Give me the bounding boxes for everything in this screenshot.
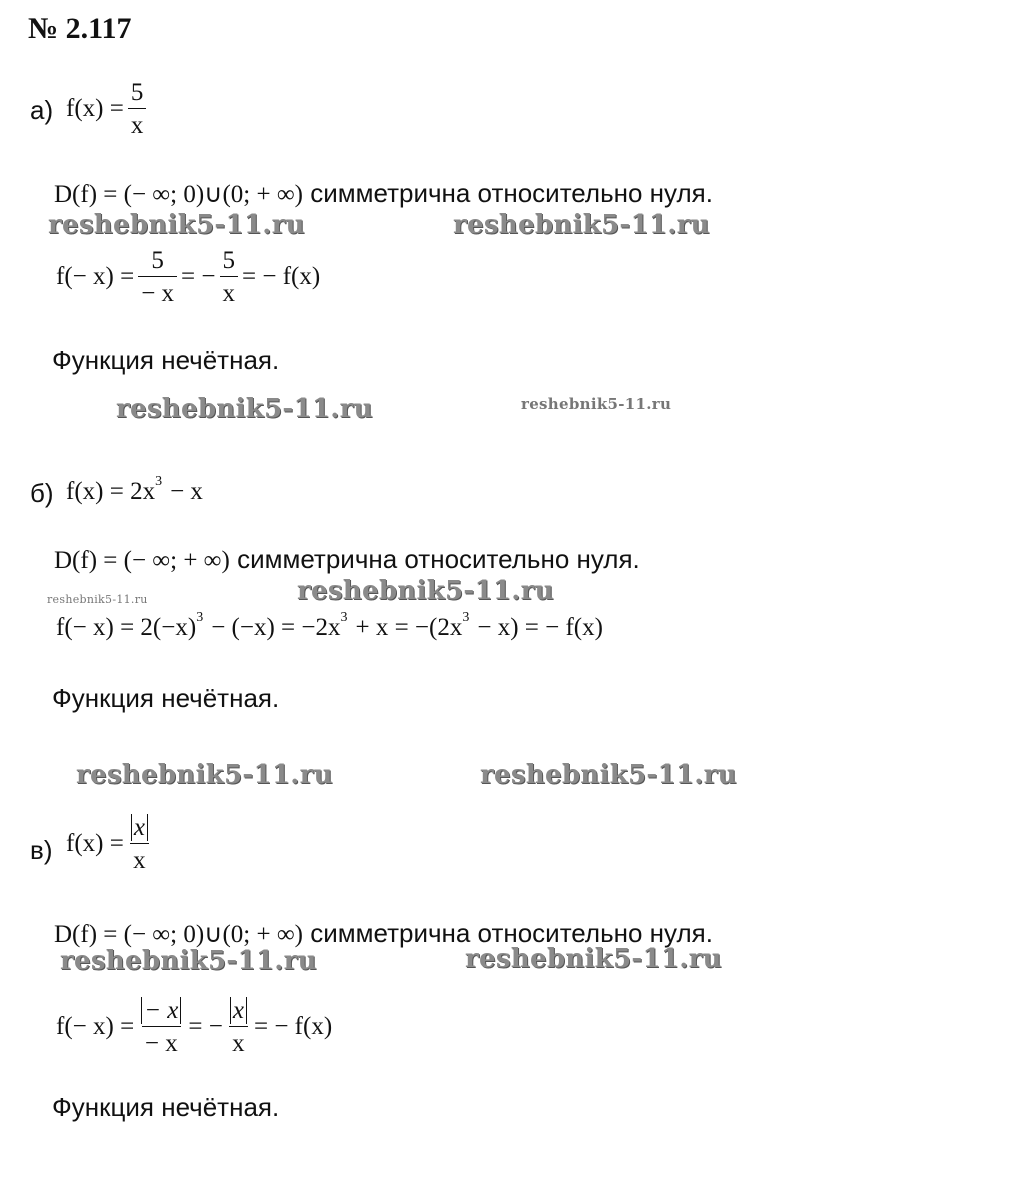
check-mid: = − — [188, 1013, 223, 1040]
denominator: x — [220, 276, 239, 306]
domain-expr: D(f) = (− ∞; 0)∪(0; + ∞) — [54, 921, 303, 948]
function-b — [66, 474, 203, 506]
fraction — [138, 998, 184, 1056]
watermark: reshebnik5-11.ru — [47, 593, 148, 606]
watermark: reshebnik5-11.ru — [465, 944, 722, 974]
check-a — [56, 248, 320, 306]
domain-text: симметрична относительно нуля. — [310, 178, 713, 208]
fraction — [220, 248, 239, 306]
function-lhs: f(x) = — [66, 95, 124, 122]
fraction — [128, 80, 147, 138]
absolute-value: − x — [141, 997, 181, 1024]
exponent: 3 — [196, 610, 204, 625]
domain-text: симметрична относительно нуля. — [310, 918, 713, 948]
watermark: reshebnik5-11.ru — [60, 946, 317, 976]
check-rhs: = − f(x) — [242, 263, 321, 290]
domain-line-b — [54, 544, 640, 575]
function-expr: f(x) = 2x — [66, 478, 156, 505]
denominator: x — [128, 108, 147, 138]
domain-text: симметрична относительно нуля. — [237, 544, 640, 574]
watermark: reshebnik5-11.ru — [116, 394, 373, 424]
domain-line-a — [54, 178, 713, 209]
check-b — [56, 610, 603, 642]
check-part: + x = −(2x — [355, 614, 463, 641]
absolute-value: x — [131, 814, 148, 841]
exponent: 3 — [340, 610, 348, 625]
conclusion-b: Функция нечётная. — [52, 683, 280, 713]
fraction — [227, 998, 250, 1056]
watermark: reshebnik5-11.ru — [480, 760, 737, 790]
check-part: − x) = − f(x) — [477, 614, 603, 641]
conclusion-c: Функция нечётная. — [52, 1092, 280, 1122]
check-part: − (−x) = −2x — [211, 614, 341, 641]
fraction — [128, 815, 151, 873]
problem-number: № 2.117 — [28, 12, 132, 45]
check-rhs: = − f(x) — [253, 1013, 333, 1040]
function-c — [66, 815, 155, 873]
numerator: 5 — [151, 247, 164, 274]
check-part: f(− x) = 2(−x) — [56, 614, 197, 641]
watermark: reshebnik5-11.ru — [453, 210, 710, 240]
fraction — [138, 248, 177, 306]
function-expr: − x — [170, 478, 203, 505]
denominator: x — [229, 1026, 248, 1056]
domain-expr: D(f) = (− ∞; 0)∪(0; + ∞) — [54, 181, 303, 208]
part-label-c: в) — [30, 835, 53, 865]
numerator — [138, 998, 184, 1026]
domain-expr: D(f) = (− ∞; + ∞) — [54, 547, 230, 574]
watermark: reshebnik5-11.ru — [48, 210, 305, 240]
absolute-value: x — [230, 997, 247, 1024]
denominator: x — [130, 843, 149, 873]
numerator: 5 — [130, 79, 144, 106]
check-lhs: f(− x) = — [56, 1013, 135, 1040]
part-label-b: б) — [30, 478, 54, 508]
numerator: 5 — [222, 247, 235, 274]
check-lhs: f(− x) = — [56, 263, 135, 290]
conclusion-a: Функция нечётная. — [52, 345, 280, 375]
watermark: reshebnik5-11.ru — [521, 395, 672, 413]
denominator: − x — [142, 1026, 181, 1056]
function-lhs: f(x) = — [66, 830, 124, 857]
part-label-a: а) — [30, 95, 54, 125]
check-mid: = − — [181, 263, 216, 290]
function-a — [66, 80, 150, 138]
denominator: − x — [138, 276, 177, 306]
numerator — [128, 815, 151, 843]
check-c — [56, 998, 332, 1056]
exponent: 3 — [155, 474, 163, 489]
exponent: 3 — [462, 610, 470, 625]
numerator — [227, 998, 250, 1026]
watermark: reshebnik5-11.ru — [297, 576, 554, 606]
watermark: reshebnik5-11.ru — [76, 760, 333, 790]
